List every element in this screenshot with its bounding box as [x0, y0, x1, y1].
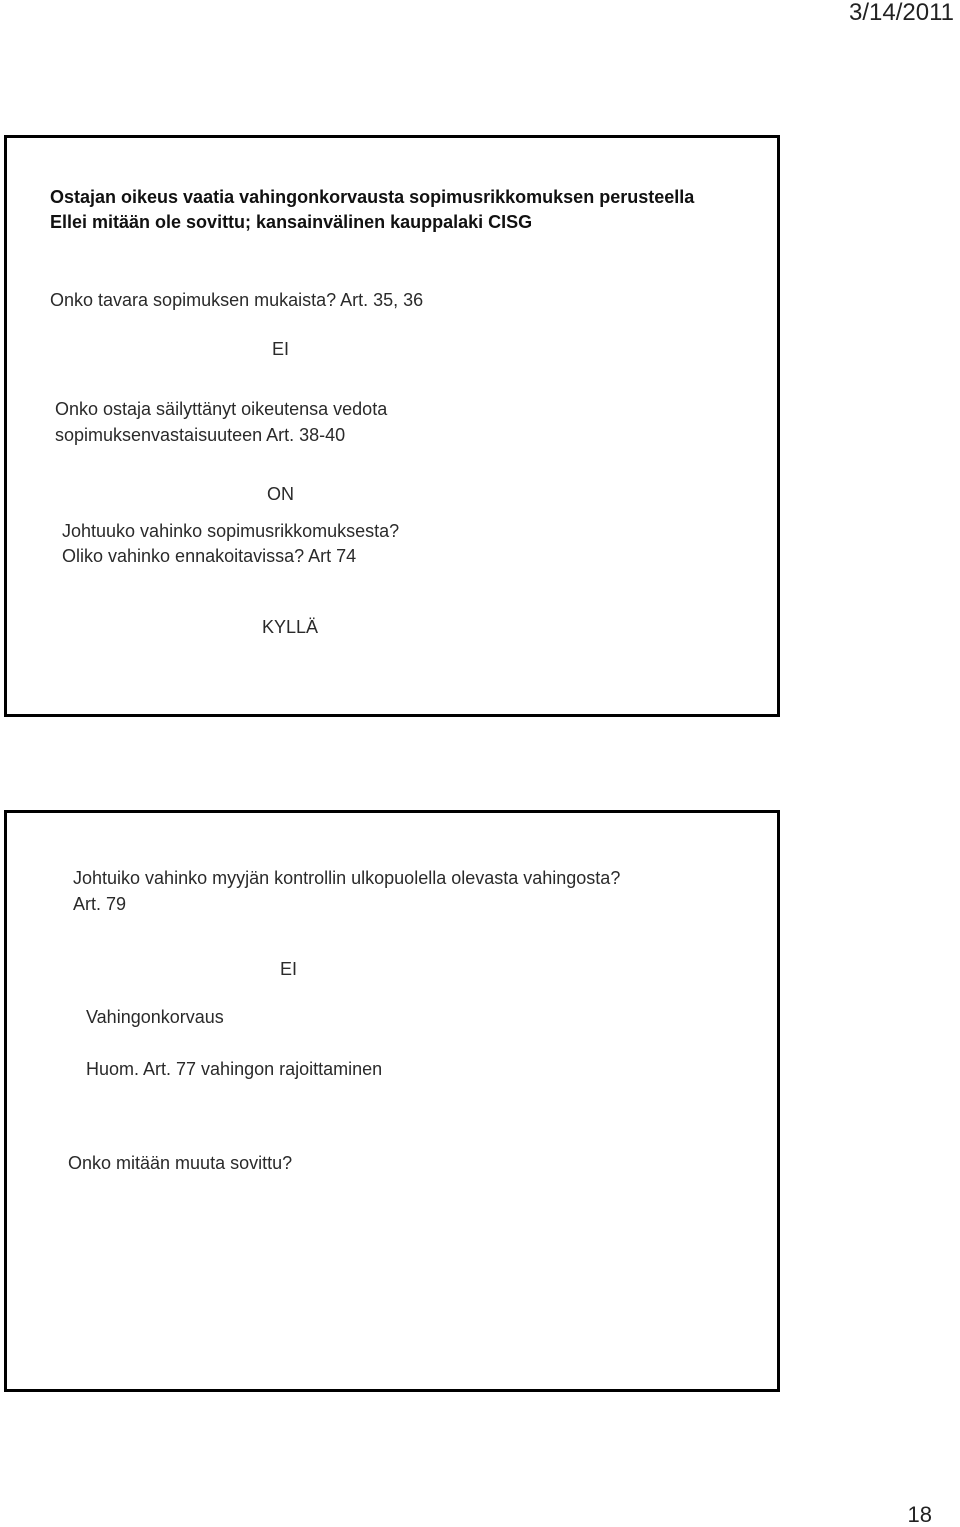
slide-title-line-2: Ellei mitään ole sovittu; kansainvälinen kauppalaki CISG — [50, 212, 533, 232]
answer-ei: EI — [280, 959, 298, 979]
question-exemption-line-2: Art. 79 — [73, 894, 127, 914]
question-exemption-line-1: Johtuiko vahinko myyjän kontrollin ulkopuolella olevasta vahingosta? — [73, 868, 621, 888]
slide-cisg-flowchart-part-2 — [4, 810, 780, 1392]
question-causation-line-2: Oliko vahinko ennakoitavissa? Art 74 — [62, 546, 357, 566]
slide-cisg-flowchart-part-1 — [4, 135, 780, 717]
result-damages: Vahingonkorvaus — [86, 1007, 224, 1027]
answer-on: ON — [267, 484, 294, 504]
note-mitigation: Huom. Art. 77 vahingon rajoittaminen — [86, 1059, 383, 1079]
question-notice-line-2: sopimuksenvastaisuuteen Art. 38-40 — [55, 425, 346, 445]
question-conformity: Onko tavara sopimuksen mukaista? Art. 35, 36 — [50, 290, 424, 310]
question-causation-line-1: Johtuuko vahinko sopimusrikkomuksesta? — [62, 521, 400, 541]
answer-kylla: KYLLÄ — [262, 617, 319, 637]
page-date: 3/14/2011 — [849, 0, 954, 26]
answer-ei: EI — [272, 339, 290, 359]
question-notice-line-1: Onko ostaja säilyttänyt oikeutensa vedota — [55, 399, 388, 419]
question-other-agreement: Onko mitään muuta sovittu? — [68, 1153, 293, 1173]
slide-title-line-1: Ostajan oikeus vaatia vahingonkorvausta sopimusrikkomuksen perusteella — [50, 187, 695, 207]
page-number: 18 — [907, 1502, 932, 1527]
